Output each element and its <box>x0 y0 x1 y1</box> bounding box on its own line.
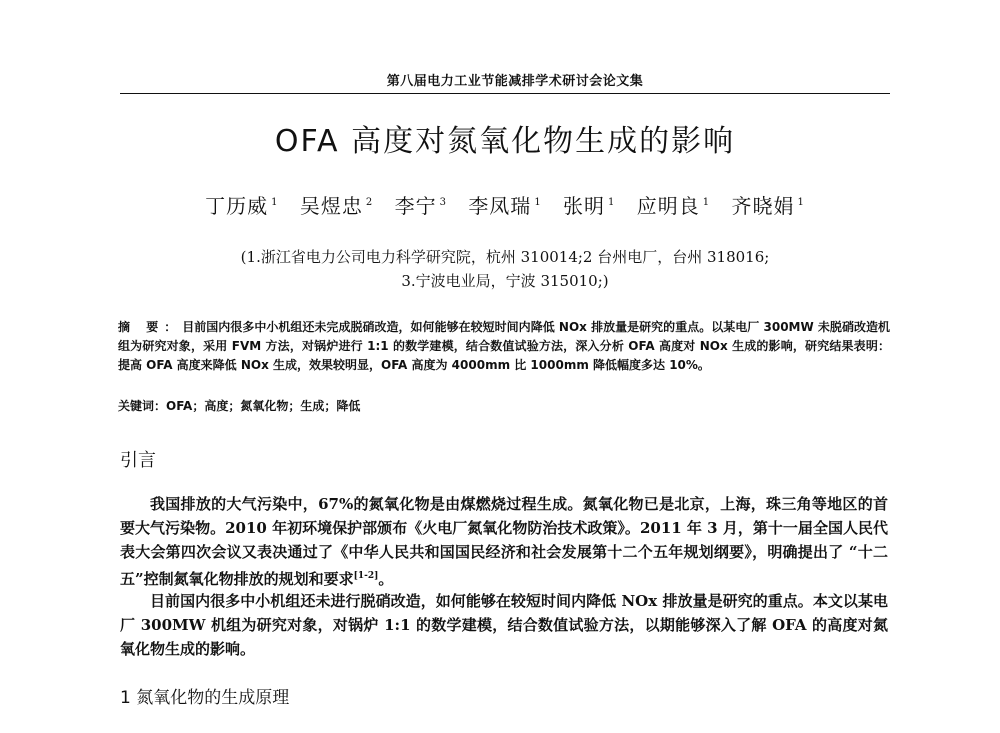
author: 应明良 $^1$ <box>636 194 711 218</box>
citation: [1-2] <box>353 571 379 581</box>
author: 李凤瑞 $^1$ <box>468 194 542 218</box>
keywords-label: 关键词： <box>118 399 167 413</box>
keywords <box>118 397 890 414</box>
author: 吴煜忠 $^2$ <box>299 194 374 218</box>
paper-title: OFA 高度对氮氧化物生成的影响 <box>274 124 736 159</box>
author: 齐晓娟 $^1$ <box>731 194 805 218</box>
paragraph: 我国排放的大气污染中，67%的氮氧化物是由煤燃烧过程生成。氮氧化物已是北京，上海，珠三角等地区的首要大气污染物。2010 年初环境保护部颁布《火电厂氮氧化物防治技术政策》。2011 年 3 月，第十一届全国人民代表大会第四次会议又表决通过了《中华人民共和国国民经济和社会发展第十二个五年规划纲要》，明确提出了 “十二五”控制氮氧化物排放的规划和要求[1-2]。 <box>120 495 888 588</box>
paragraph: 目前国内很多中小机组还未进行脱硝改造，如何能够在较短时间内降低 NOx 排放量是研究的重点。本文以某电厂 300MW 机组为研究对象，对锅炉 1:1 的数学建模，结合数值试验方法，以期能够深入了解 OFA 的高度对氮氧化物生成的影响。 <box>120 592 888 658</box>
author-list <box>120 190 890 219</box>
abstract-label: 摘 要： <box>118 320 183 334</box>
abstract <box>118 318 890 375</box>
running-head: 第八届电力工业节能减排学术研讨会论文集 <box>386 74 644 89</box>
abstract-text: 目前国内很多中小机组还未完成脱硝改造，如何能够在较短时间内降低 NOx 排放量是研究的重点。以某电厂 300MW 未脱硝改造机组为研究对象，采用 FVM 方法，对锅炉进行 1:1 的数学建模，结合数值试验方法，深入分析 OFA 高度对 NOx 生成的影响，研究结果表明：提高 OFA 高度来降低 NOx 生成，效果较明显，OFA 高度为 4000mm 比 1000mm 降低幅度多达 10%。 <box>118 320 890 372</box>
header-rule <box>120 93 890 94</box>
section-heading-1: 1 氮氧化物的生成原理 <box>120 688 290 708</box>
keywords-text: OFA；高度；氮氧化物；生成；降低 <box>166 399 361 413</box>
author: 丁历威 $^1$ <box>205 194 279 218</box>
section-heading-intro: 引言 <box>120 450 156 471</box>
author: 李宁 $^3$ <box>394 194 447 218</box>
author: 张明 $^1$ <box>563 194 616 218</box>
affiliation-line-2: 3.宁波电业局，宁波 315010;) <box>401 272 609 290</box>
affiliation-line-1: (1.浙江省电力公司电力科学研究院，杭州 310014;2 台州电厂，台州 318016; <box>240 248 770 266</box>
